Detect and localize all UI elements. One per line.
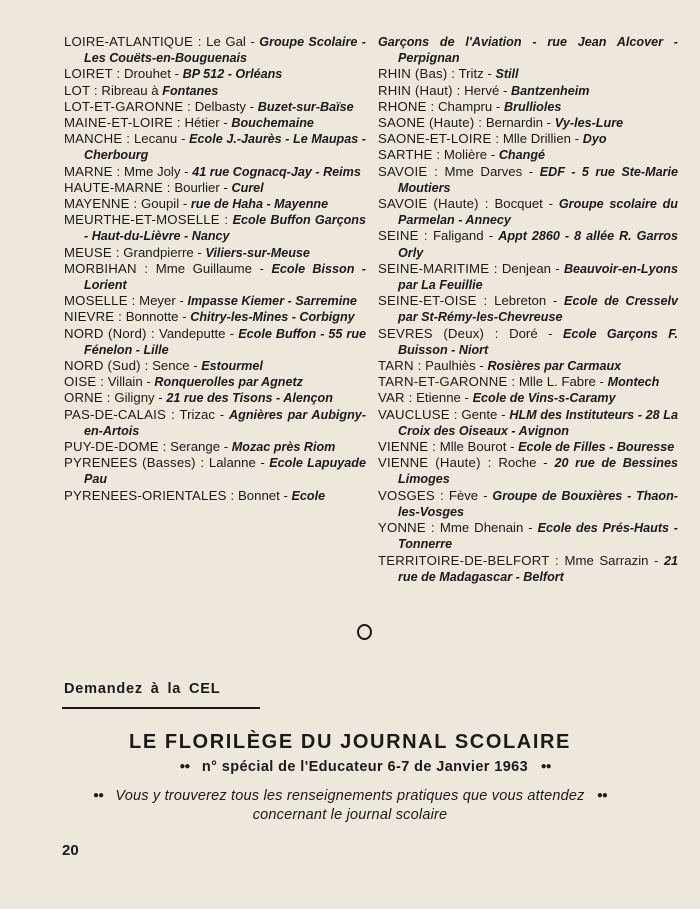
directory-entry — [378, 488, 678, 520]
directory-entry — [64, 407, 366, 439]
delegate-name: Faligand - — [432, 228, 494, 244]
department-name: TARN-ET-GARONNE : — [378, 374, 516, 390]
department-name: TERRITOIRE-DE-BELFORT : — [378, 552, 559, 568]
delegate-name: Lalanne - — [208, 455, 265, 471]
delegate-name: Mlle L. Fabre - — [518, 374, 604, 390]
directory-entry — [378, 553, 678, 585]
delegate-address: Viliers-sur-Meuse — [205, 245, 310, 260]
delegate-name: Mme Joly - — [124, 163, 189, 179]
department-name: MAINE-ET-LOIRE : — [64, 115, 181, 131]
department-name: RHIN (Haut) : — [378, 82, 461, 98]
delegate-address: Estourmel — [201, 359, 263, 374]
bullet-dots-icon: ●● — [93, 790, 104, 801]
directory-entry — [64, 99, 366, 115]
delegate-address: 41 rue Cognacq-Jay - Reims — [192, 164, 361, 179]
delegate-name: Serange - — [170, 439, 229, 455]
delegate-address: Brullioles — [504, 99, 562, 114]
delegate-name: Mlle Bourot - — [439, 439, 515, 455]
delegate-address: Groupe Scolaire - Les Couëts-en-Bouguenais — [84, 35, 366, 66]
delegate-name: Ribreau à — [101, 82, 159, 98]
directory-entry — [378, 390, 678, 406]
delegate-address: Ecole Buffon - 55 rue Fénelon - Lille — [84, 326, 367, 357]
directory-entry — [64, 293, 366, 309]
delegate-name: Doré - — [509, 325, 553, 341]
delegate-name: Sence - — [152, 358, 198, 374]
department-name: YONNE : — [378, 520, 435, 536]
delegate-name: Fève - — [448, 487, 488, 503]
directory-entry — [378, 115, 678, 131]
delegate-address: Fontanes — [162, 83, 219, 98]
delegate-name: Hétier - — [184, 115, 228, 131]
directory-entry — [64, 66, 366, 82]
delegate-address: BP 512 - Orléans — [182, 67, 283, 82]
directory-entry — [378, 326, 678, 358]
delegate-name: Villain - — [107, 374, 151, 390]
delegate-address: Ecole de Cresselv par St-Rémy-les-Chevreuse — [398, 294, 678, 325]
department-name: SEVRES (Deux) : — [378, 325, 499, 341]
department-name: SEINE : — [378, 228, 428, 244]
directory-entry — [378, 407, 678, 439]
delegate-name: Roche - — [498, 455, 548, 471]
delegate-name: Molière - — [443, 147, 496, 163]
bullet-dots-icon: ●● — [596, 790, 607, 801]
directory-entry — [64, 83, 366, 99]
department-name: VIENNE (Haute) : — [378, 455, 492, 471]
notice-description — [0, 786, 700, 825]
delegate-address: Ecole J.-Jaurès - Le Maupas - Cherbourg — [84, 132, 367, 163]
delegate-address: Ecole Lapuyade Pau — [84, 456, 366, 487]
delegate-address: Beauvoir-en-Lyons par La Feuillie — [398, 261, 679, 293]
delegate-address: rue de Haha - Mayenne — [190, 197, 329, 212]
directory-entry — [378, 164, 678, 196]
delegate-address: Ecole Garçons F. Buisson - Niort — [398, 326, 678, 357]
department-name: SEINE-ET-OISE : — [378, 293, 488, 309]
department-name: MORBIHAN : — [64, 260, 149, 276]
department-name: TARN : — [378, 358, 422, 374]
directory-entry — [64, 196, 366, 212]
delegate-name: Trizac - — [179, 406, 225, 422]
directory-entry — [64, 34, 366, 66]
department-name: MAYENNE : — [64, 196, 138, 212]
directory-entry — [378, 455, 678, 487]
right-column — [378, 34, 678, 585]
delegate-address: Changé — [498, 148, 546, 163]
department-name: PYRENEES (Basses) : — [64, 455, 205, 471]
page-number: 20 — [62, 842, 79, 859]
delegate-address: Chitry-les-Mines - Corbigny — [190, 310, 355, 325]
department-name: MEURTHE-ET-MOSELLE : — [64, 212, 229, 228]
delegate-name: Mlle Drillien - — [502, 131, 580, 147]
directory-entry — [64, 180, 366, 196]
department-name: PAS-DE-CALAIS : — [64, 406, 175, 422]
directory-entry — [64, 439, 366, 455]
department-name: NORD (Sud) : — [64, 358, 149, 374]
delegate-address: Still — [495, 67, 519, 82]
delegate-name: Lebreton - — [494, 293, 558, 309]
delegate-name: Bocquet - — [494, 196, 554, 212]
department-name: SARTHE : — [378, 147, 441, 163]
delegate-address: Appt 2860 - 8 allée R. Garros Orly — [398, 229, 678, 260]
directory-entry — [64, 212, 366, 244]
directory-entry — [64, 358, 366, 374]
directory-entry — [64, 261, 366, 293]
department-name: RHONE : — [378, 98, 435, 114]
delegate-name: Le Gal - — [206, 34, 255, 49]
divider-rule — [62, 707, 260, 709]
delegate-address: Agnières par Aubigny-en-Artois — [84, 407, 366, 438]
delegate-name: Drouhet - — [124, 66, 179, 82]
directory-entry — [378, 147, 678, 163]
delegate-name: Mme Dhenain - — [439, 520, 533, 536]
directory-entry — [378, 374, 678, 390]
notice-subtitle — [0, 759, 700, 775]
department-name: SAVOIE (Haute) : — [378, 196, 489, 212]
department-name: MANCHE : — [64, 131, 131, 147]
delegate-name: Grandpierre - — [123, 244, 202, 260]
department-name: SEINE-MARITIME : — [378, 260, 498, 276]
directory-entry — [64, 309, 366, 325]
directory-entry — [64, 115, 366, 131]
delegate-name: Mme Sarrazin - — [564, 552, 659, 568]
delegate-address: Garçons de l'Aviation - rue Jean Alcover - Perpignan — [378, 35, 678, 66]
directory-entry — [378, 34, 678, 66]
directory-entry — [64, 131, 366, 163]
delegate-address: Curel — [231, 180, 264, 195]
department-name: MARNE : — [64, 163, 121, 179]
delegate-address: Ecole Buffon Garçons - Haut-du-Lièvre - Nancy — [84, 213, 367, 244]
delegate-name: Denjean - — [501, 260, 560, 276]
delegate-address: Vy-les-Lure — [554, 116, 624, 131]
delegate-address: Groupe de Bouxières - Thaon-les-Vosges — [398, 488, 678, 519]
department-name: LOIRE-ATLANTIQUE : — [64, 34, 202, 49]
department-name: LOT : — [64, 82, 98, 98]
circle-ornament-icon — [357, 624, 372, 640]
department-name: SAONE (Haute) : — [378, 115, 483, 131]
delegate-name: Mme Guillaume - — [155, 260, 264, 276]
delegate-name: Mme Darves - — [444, 163, 534, 179]
delegate-name: Giligny - — [114, 390, 163, 406]
delegate-name: Lecanu - — [133, 131, 186, 147]
delegate-address: Mozac près Riom — [231, 440, 336, 455]
directory-entry — [64, 455, 366, 487]
directory-entry — [378, 66, 678, 82]
department-name: MEUSE : — [64, 244, 120, 260]
department-name: PYRENEES-ORIENTALES : — [64, 487, 235, 503]
department-name: VIENNE : — [378, 439, 437, 455]
delegate-name: Tritz - — [458, 66, 492, 82]
department-name: VAR : — [378, 390, 413, 406]
department-name: VAUCLUSE : — [378, 406, 458, 422]
delegate-name: Delbasty - — [194, 98, 255, 114]
delegate-name: Gente - — [461, 406, 506, 422]
delegate-address: Ecole de Vins-s-Caramy — [472, 391, 616, 406]
delegate-name: Hervé - — [464, 82, 508, 98]
directory-entry — [378, 83, 678, 99]
directory-entry — [378, 520, 678, 552]
delegate-address: Bantzenheim — [511, 83, 590, 98]
department-name: RHIN (Bas) : — [378, 66, 456, 82]
directory-entry — [378, 196, 678, 228]
delegate-address: Ronquerolles par Agnetz — [154, 375, 303, 390]
directory-entry — [64, 488, 366, 504]
department-name: VOSGES : — [378, 487, 444, 503]
directory-entry — [378, 293, 678, 325]
delegate-address: 20 rue de Bessines Limoges — [398, 456, 679, 487]
delegate-address: HLM des Instituteurs - 28 La Croix des Oiseaux - Avignon — [398, 407, 678, 438]
left-column — [64, 34, 366, 504]
order-heading: Demandez à la CEL — [64, 681, 221, 697]
department-name: OISE : — [64, 374, 105, 390]
delegate-address: Ecole des Prés-Hauts - Tonnerre — [398, 521, 679, 552]
delegate-address: Groupe scolaire du Parmelan - Annecy — [398, 197, 678, 228]
delegate-address: Rosières par Carmaux — [487, 359, 622, 374]
subtitle-text: n° spécial de l'Educateur 6-7 de Janvier 1963 — [201, 759, 529, 775]
delegate-name: Paulhiès - — [425, 358, 484, 374]
delegate-address: 21 rue de Madagascar - Belfort — [398, 553, 679, 584]
notice-title: LE FLORILÈGE DU JOURNAL SCOLAIRE — [129, 731, 571, 753]
delegate-address: Ecole de Filles - Bouresse — [518, 440, 675, 455]
delegate-address: Ecole — [291, 488, 326, 503]
department-name: PUY-DE-DOME : — [64, 439, 167, 455]
directory-entry — [64, 374, 366, 390]
description-line-1-text: Vous y trouverez tous les renseignements pratiques que vous attendez — [115, 788, 585, 804]
directory-entry — [378, 439, 678, 455]
directory-entry — [378, 358, 678, 374]
department-name: LOIRET : — [64, 66, 121, 82]
department-name: NORD (Nord) : — [64, 325, 155, 341]
delegate-name: Etienne - — [416, 390, 469, 406]
directory-entry — [378, 99, 678, 115]
department-name: SAVOIE : — [378, 163, 438, 179]
delegate-name: Bourlier - — [174, 179, 228, 195]
department-name: MOSELLE : — [64, 293, 136, 309]
delegate-address: EDF - 5 rue Ste-Marie Moutiers — [398, 164, 679, 195]
delegate-address: Ecole Bisson - Lorient — [84, 261, 366, 293]
bullet-dots-icon: ●● — [540, 761, 551, 772]
department-name: HAUTE-MARNE : — [64, 179, 171, 195]
description-line-2: concernant le journal scolaire — [252, 807, 448, 823]
directory-entry — [378, 131, 678, 147]
department-name: ORNE : — [64, 390, 111, 406]
delegate-name: Champru - — [438, 98, 501, 114]
department-name: SAONE-ET-LOIRE : — [378, 131, 500, 147]
directory-entry — [64, 326, 366, 358]
bullet-dots-icon: ●● — [179, 761, 190, 772]
directory-entry — [378, 228, 678, 260]
delegate-address: Montech — [607, 375, 660, 390]
delegate-address: Buzet-sur-Baïse — [257, 99, 354, 114]
directory-entry — [64, 245, 366, 261]
delegate-address: 21 rue des Tisons - Alençon — [166, 391, 333, 406]
delegate-name: Bonnet - — [237, 487, 288, 503]
directory-entry — [378, 261, 678, 293]
directory-entry — [64, 390, 366, 406]
delegate-name: Vandeputte - — [159, 325, 235, 341]
description-line-1 — [0, 786, 700, 806]
delegate-address: Bouchemaine — [231, 116, 314, 131]
directory-entry — [64, 164, 366, 180]
delegate-address: Dyo — [582, 132, 607, 147]
delegate-name: Goupil - — [141, 196, 188, 212]
delegate-name: Bonnotte - — [125, 309, 187, 325]
department-name: NIEVRE : — [64, 309, 123, 325]
delegate-name: Meyer - — [139, 293, 184, 309]
delegate-address: Impasse Kiemer - Sarremine — [187, 294, 357, 309]
department-name: LOT-ET-GARONNE : — [64, 98, 192, 114]
delegate-name: Bernardin - — [485, 115, 552, 131]
